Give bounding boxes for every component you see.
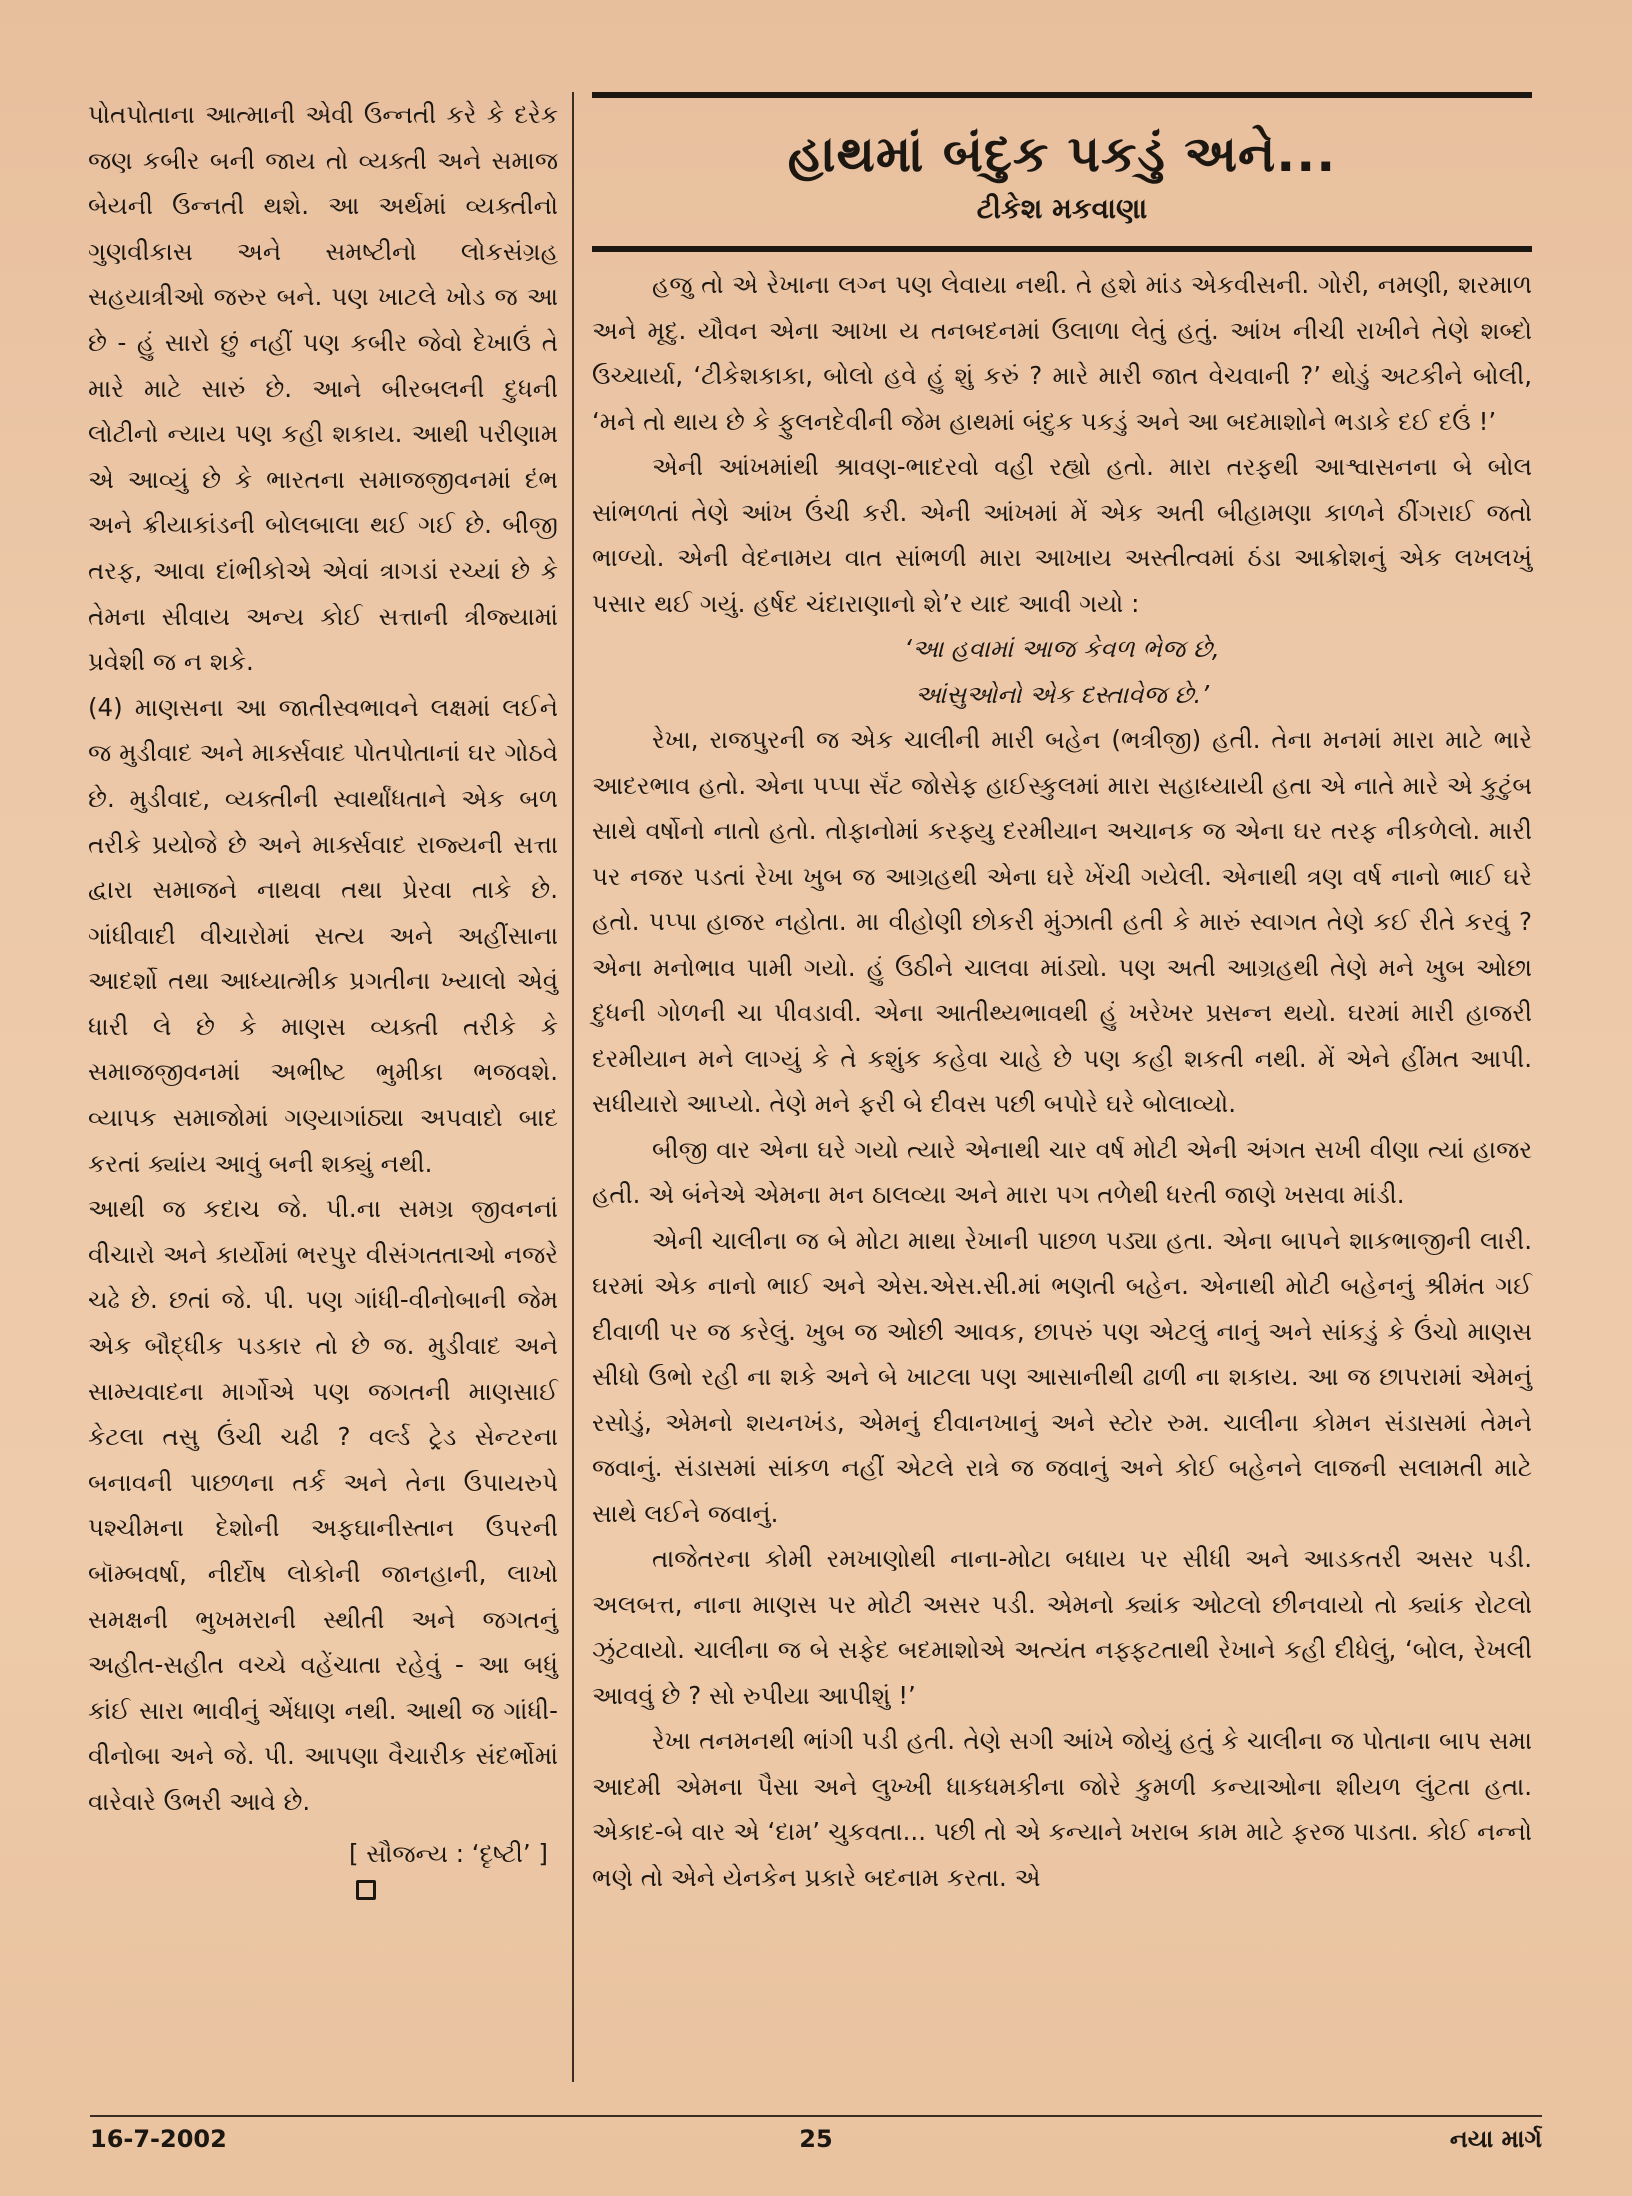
publication-name: નયા માર્ગ	[1449, 2125, 1542, 2153]
article-paragraph: એની આંખમાંથી શ્રાવણ-ભાદરવો વહી રહ્યો હતો. મારા તરફથી આશ્વાસનના બે બોલ સાંભળતાં તેણે આંખ ઉંચી કરી. એની આંખમાં મેં એક અતી બીહામણા કાળને ઠીંગરાઈ જતો ભાળ્યો. એની વેદનામય વાત સાંભળી મારા આખાય અસ્તીત્વમાં ઠંડા આક્રોશનું એક લખલખું પસાર થઈ ગયું. હર્ષદ ચંદારાણાનો શે’ર યાદ આવી ગયો :	[592, 452, 1532, 618]
left-paragraph: (4) માણસના આ જાતીસ્વભાવને લક્ષમાં લઈને જ મુડીવાદ અને માર્ક્સવાદ પોતપોતાનાં ઘર ગોઠવે છે. મુડીવાદ, વ્યક્તીની સ્વાર્થાંધતાને એક બળ તરીકે પ્રયોજે છે અને માર્ક્સવાદ રાજ્યની સત્તા દ્વારા સમાજને નાથવા તથા પ્રેરવા તાકે છે. ગાંધીવાદી વીચારોમાં સત્ય અને અહીંસાના આદર્શો તથા આધ્યાત્મીક પ્રગતીના ખ્યાલો એવું ધારી લે છે કે માણસ વ્યક્તી તરીકે કે સમાજજીવનમાં અભીષ્ટ ભુમીકા ભજવશે. વ્યાપક સમાજોમાં ગણ્યાગાંઠ્યા અપવાદો બાદ કરતાં ક્યાંય આવું બની શક્યું નથી.	[88, 692, 558, 1178]
left-paragraph: પોતપોતાના આત્માની એવી ઉન્નતી કરે કે દરેક જણ કબીર બની જાય તો વ્યક્તી અને સમાજ બેયની ઉન્નતી થશે. આ અર્થમાં વ્યક્તીનો ગુણવીકાસ અને સમષ્ટીનો લોકસંગ્રહ સહયાત્રીઓ જરુર બને. પણ ખાટલે ખોડ જ આ છે - હું સારો છું નહીં પણ કબીર જેવો દેખાઉં તે મારે માટે સારું છે. આને બીરબલની દુધની લોટીનો ન્યાય પણ કહી શકાય. આથી પરીણામ એ આવ્યું છે કે ભારતના સમાજજીવનમાં દંભ અને ક્રીયાકાંડની બોલબાલા થઈ ગઈ છે. બીજી તરફ, આવા દાંભીકોએ એવાં ત્રાગડાં રચ્યાં છે કે તેમના સીવાય અન્ય કોઈ સત્તાની ત્રીજ્યામાં પ્રવેશી જ ન શકે.	[88, 100, 558, 677]
article-paragraph: રેખા તનમનથી ભાંગી પડી હતી. તેણે સગી આંખે જોયું હતું કે ચાલીના જ પોતાના બાપ સમા આદમી એમના પૈસા અને લુખ્ખી ધાકધમકીના જોરે કુમળી કન્યાઓના શીયળ લુંટતા હતા. એકાદ-બે વાર એ ‘દામ’ ચુકવતા... પછી તો એ કન્યાને ખરાબ કામ માટે ફરજ પાડતા. કોઈ નન્નો ભણે તો એને યેનકેન પ્રકારે બદનામ કરતા. એ	[592, 1726, 1532, 1892]
end-mark-icon	[356, 1880, 376, 1900]
article-paragraph: હજુ તો એ રેખાના લગ્ન પણ લેવાયા નથી. તે હશે માંડ એકવીસની. ગોરી, નમણી, શરમાળ અને મૃદુ. યૌવન એના આખા ય તનબદનમાં ઉલાળા લેતું હતું. આંખ નીચી રાખીને તેણે શબ્દો ઉચ્ચાર્યા, ‘ટીકેશકાકા, બોલો હવે હું શું કરું ? મારે મારી જાત વેચવાની ?’ થોડું અટકીને બોલી, ‘મને તો થાય છે કે ફુલનદેવીની જેમ હાથમાં બંદુક પકડું અને આ બદમાશોને ભડાકે દઈ દઉં !’	[592, 270, 1532, 436]
title-rule-top	[592, 92, 1532, 98]
article-paragraph: એની ચાલીના જ બે મોટા માથા રેખાની પાછળ પડ્યા હતા. એના બાપને શાકભાજીની લારી. ઘરમાં એક નાનો ભાઈ અને એસ.એસ.સી.માં ભણતી બહેન. એનાથી મોટી બહેનનું શ્રીમંત ગઈ દીવાળી પર જ કરેલું. ખુબ જ ઓછી આવક, છાપરું પણ એટલું નાનું અને સાંકડું કે ઉંચો માણસ સીધો ઉભો રહી ના શકે અને બે ખાટલા પણ આસાનીથી ઢાળી ના શકાય. આ જ છાપરામાં એમનું રસોડું, એમનો શયનખંડ, એમનું દીવાનખાનું અને સ્ટોર રુમ. ચાલીના કોમન સંડાસમાં તેમને જવાનું. સંડાસમાં સાંકળ નહીં એટલે રાત્રે જ જવાનું અને કોઈ બહેનને લાજની સલામતી માટે સાથે લઈને જવાનું.	[592, 1225, 1532, 1528]
column-divider	[572, 92, 574, 2082]
article-column	[592, 92, 1532, 1900]
article-author: ટીકેશ મકવાણા	[976, 192, 1148, 225]
couplet-line: ‘આ હવામાં આજ કેવળ ભેજ છે,	[904, 634, 1220, 663]
left-column	[88, 92, 558, 1900]
left-paragraph: આથી જ કદાચ જે. પી.ના સમગ્ર જીવનનાં વીચારો અને કાર્યોમાં ભરપુર વીસંગતતાઓ નજરે ચઢે છે. છતાં જે. પી. પણ ગાંધી-વીનોબાની જેમ એક બૌદ્ધીક પડકાર તો છે જ. મુડીવાદ અને સામ્યવાદના માર્ગોએ પણ જગતની માણસાઈ કેટલા તસુ ઉંચી ચઢી ? વર્લ્ડ ટ્રેડ સેન્ટરના બનાવની પાછળના તર્ક અને તેના ઉપાયરુપે પશ્ચીમના દેશોની અફઘાનીસ્તાન ઉપરની બૉમ્બવર્ષા, નીર્દોષ લોકોની જાનહાની, લાખો સમક્ષની ભુખમરાની સ્થીતી અને જગતનું અહીત-સહીત વચ્ચે વહેંચાતા રહેવું - આ બધું કાંઈ સારા ભાવીનું એંધાણ નથી. આથી જ ગાંધી-વીનોબા અને જે. પી. આપણા વૈચારીક સંદર્ભોમાં વારેવારે ઉભરી આવે છે.	[88, 1194, 558, 1816]
article-paragraph: બીજી વાર એના ઘરે ગયો ત્યારે એનાથી ચાર વર્ષ મોટી એની અંગત સખી વીણા ત્યાં હાજર હતી. એ બંનેએ એમના મન ઠાલવ્યા અને મારા પગ તળેથી ધરતી જાણે ખસવા માંડી.	[592, 1134, 1532, 1209]
article-paragraph: રેખા, રાજપુરની જ એક ચાલીની મારી બહેન (ભત્રીજી) હતી. તેના મનમાં મારા માટે ભારે આદરભાવ હતો. એના પપ્પા સૅંટ જોસેફ હાઈસ્કુલમાં મારા સહાધ્યાયી હતા એ નાતે મારે એ કુટુંબ સાથે વર્ષોનો નાતો હતો. તોફાનોમાં કરફ્યુ દરમીયાન અચાનક જ એના ઘર તરફ નીકળેલો. મારી પર નજર પડતાં રેખા ખુબ જ આગ્રહથી એના ઘરે ખેંચી ગયેલી. એનાથી ત્રણ વર્ષ નાનો ભાઈ ઘરે હતો. પપ્પા હાજર નહોતા. મા વીહોણી છોકરી મુંઝાતી હતી કે મારું સ્વાગત તેણે કઈ રીતે કરવું ? એના મનોભાવ પામી ગયો. હું ઉઠીને ચાલવા માંડ્યો. પણ અતી આગ્રહથી તેણે મને ખુબ ઓછા દુધની ગોળની ચા પીવડાવી. એના આતીથ્યભાવથી હું ખરેખર પ્રસન્ન થયો. ઘરમાં મારી હાજરી દરમીયાન મને લાગ્યું કે તે કશુંક કહેવા ચાહે છે પણ કહી શકતી નથી. મેં એને હીંમત આપી. સધીયારો આપ્યો. તેણે મને ફરી બે દીવસ પછી બપોરે ઘરે બોલાવ્યો.	[592, 725, 1532, 1118]
page-number: 25	[799, 2125, 833, 2153]
article-paragraph: તાજેતરના કોમી રમખાણોથી નાના-મોટા બધાય પર સીધી અને આડકતરી અસર પડી. અલબત્ત, નાના માણસ પર મોટી અસર પડી. એમનો ક્યાંક ઓટલો છીનવાયો તો ક્યાંક રોટલો ઝુંટવાયો. ચાલીના જ બે સફેદ બદમાશોએ અત્યંત નફ્ફટતાથી રેખાને કહી દીધેલું, ‘બોલ, રેખલી આવવું છે ? સો રુપીયા આપીશું !’	[592, 1544, 1532, 1710]
title-rule-bottom	[592, 246, 1532, 252]
article-title: હાથમાં બંદુક પકડું અને...	[787, 125, 1337, 183]
page-footer	[90, 2115, 1542, 2157]
couplet-line: આંસુઓનો એક દસ્તાવેજ છે.’	[914, 679, 1210, 709]
source-credit: [ સૌજન્ય : ‘દૃષ્ટી’ ]	[348, 1838, 548, 1868]
article-body	[592, 262, 1532, 1900]
issue-date: 16-7-2002	[90, 2125, 227, 2153]
